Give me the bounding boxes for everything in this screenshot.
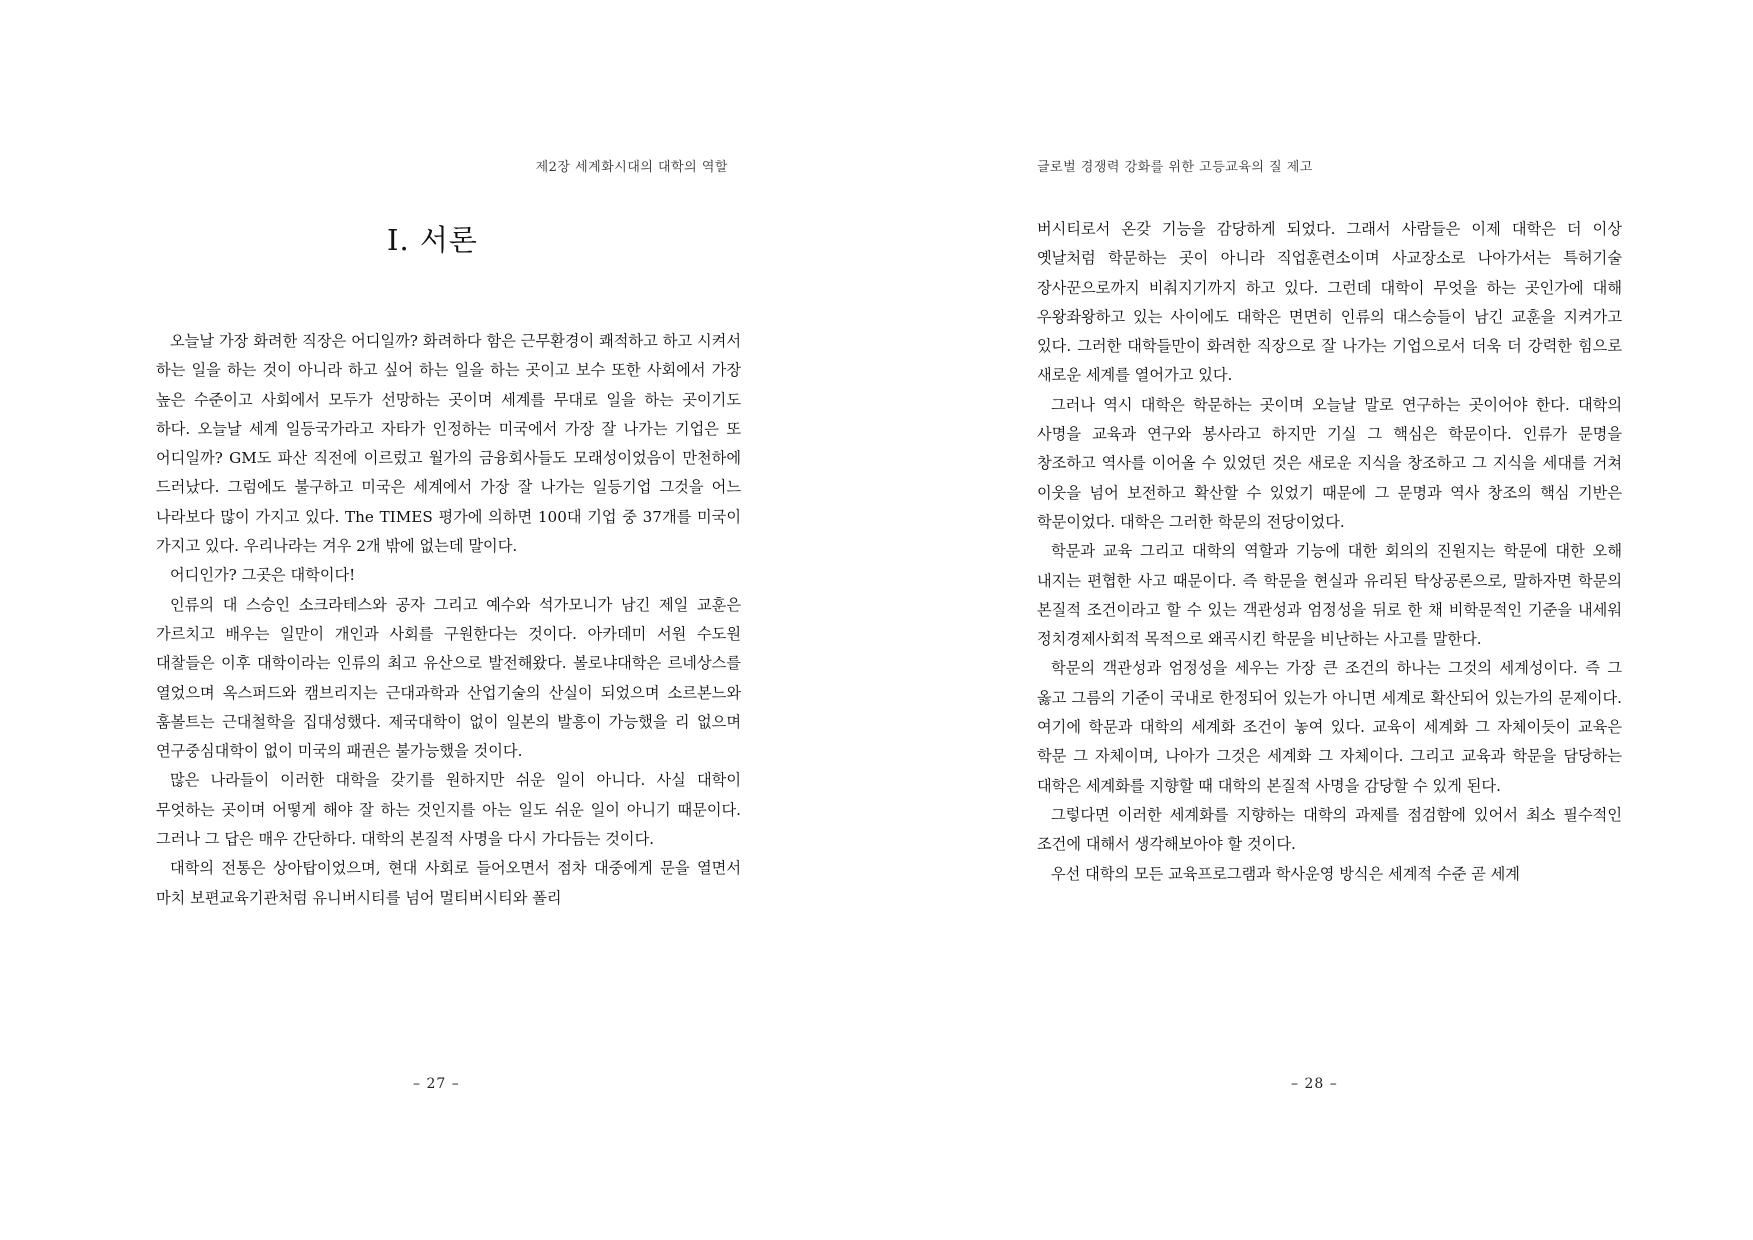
page-number-right: – 28 – [1291, 1076, 1338, 1092]
paragraph: 인류의 대 스승인 소크라테스와 공자 그리고 예수와 석가모니가 남긴 제일 교훈은 가르치고 배우는 일만이 개인과 사회를 구원한다는 것이다. 아카데미 서원 수도원 대찰들은 이후 대학이라는 인류의 최고 유산으로 발전해왔다. 볼로냐대학은 르네상스를 열었으며 옥스퍼드와 캠브리지는 근대과학과 산업기술의 산실이 되었으며 소르본느와 훔볼트는 근대철학을 집대성했다. 제국대학이 없이 일본의 발흥이 가능했을 리 없으며 연구중심대학이 없이 미국의 패권은 불가능했을 것이다. [156, 595, 741, 761]
running-head-right: 글로벌 경쟁력 강화를 위한 고등교육의 질 제고 [1037, 160, 1313, 175]
paragraph: 학문과 교육 그리고 대학의 역할과 기능에 대한 회의의 진원지는 학문에 대한 오해 내지는 편협한 사고 때문이다. 즉 학문을 현실과 유리된 탁상공론으로, 말하자면 학문의 본질적 조건이라고 할 수 있는 객관성과 엄정성을 뒤로 한 채 비학문적인 기준을 내세워 정치경제사회적 목적으로 왜곡시킨 학문을 비난하는 사고를 말한다. [1037, 542, 1622, 649]
chapter-title: Ⅰ. 서론 [387, 223, 478, 257]
left-body-text [156, 327, 741, 913]
page-number-left: – 27 – [413, 1076, 460, 1092]
paragraph: 학문의 객관성과 엄정성을 세우는 가장 큰 조건의 하나는 그것의 세계성이다. 즉 그 옳고 그름의 기준이 국내로 한정되어 있는가 아니면 세계로 확산되어 있는가의 문제이다. 여기에 학문과 대학의 세계화 조건이 놓여 있다. 교육이 세계화 그 자체이듯이 교육은 학문 그 자체이며, 나아가 그것은 세계화 그 자체이다. 그리고 교육과 학문을 담당하는 대학은 세계화를 지향할 때 대학의 본질적 사명을 감당할 수 있게 된다. [1037, 659, 1622, 795]
left-page [0, 0, 876, 1240]
paragraph-continuation: 버시티로서 온갖 기능을 감당하게 되었다. 그래서 사람들은 이제 대학은 더 이상 옛날처럼 학문하는 곳이 아니라 직업훈련소이며 사교장소로 나아가서는 특허기술 장사꾼으로까지 비춰지기까지 하고 있다. 그런데 대학이 무엇을 하는 곳인가에 대해 우왕좌왕하고 있는 사이에도 대학은 면면히 인류의 대스승들이 남긴 교훈을 지켜가고 있다. 그러한 대학들만이 화려한 직장으로 잘 나가는 기업으로서 더욱 더 강력한 힘으로 새로운 세계를 열어가고 있다. [1037, 220, 1622, 385]
paragraph: 어디인가? 그곳은 대학이다! [170, 566, 356, 585]
paragraph: 그러나 역시 대학은 학문하는 곳이며 오늘날 말로 연구하는 곳이어야 한다. 대학의 사명을 교육과 연구와 봉사라고 하지만 기실 그 핵심은 학문이다. 인류가 문명을 창조하고 역사를 이어올 수 있었던 것은 새로운 지식을 창조하고 그 지식을 세대를 거쳐 이웃을 넘어 보전하고 확산할 수 있었기 때문에 그 문명과 역사 창조의 핵심 기반은 학문이었다. 대학은 그러한 학문의 전당이었다. [1037, 395, 1622, 531]
right-page [877, 0, 1753, 1240]
paragraph: 오늘날 가장 화려한 직장은 어디일까? 화려하다 함은 근무환경이 쾌적하고 하고 시켜서 하는 일을 하는 것이 아니라 하고 싶어 하는 일을 하는 곳이고 보수 또한 사회에서 가장 높은 수준이고 사회에서 모두가 선망하는 곳이며 세계를 무대로 일을 하는 곳이기도 하다. 오늘날 세계 일등국가라고 자타가 인정하는 미국에서 가장 잘 나가는 기업은 또 어디일까? GM도 파산 직전에 이르렀고 월가의 금융회사들도 모래성이었음이 만천하에 드러났다. 그럼에도 불구하고 미국은 세계에서 가장 잘 나가는 일등기업 그것을 어느 나라보다 많이 가지고 있다. The TIMES 평가에 의하면 100대 기업 중 37개를 미국이 가지고 있다. 우리나라는 겨우 2개 밖에 없는데 말이다. [156, 332, 741, 556]
right-body-text [1037, 215, 1622, 889]
paragraph: 대학의 전통은 상아탑이었으며, 현대 사회로 들어오면서 점차 대중에게 문을 열면서 마치 보편교육기관처럼 유니버시티를 넘어 멀티버시티와 폴리 [156, 859, 741, 907]
paragraph: 많은 나라들이 이러한 대학을 갖기를 원하지만 쉬운 일이 아니다. 사실 대학이 무엇하는 곳이며 어떻게 해야 잘 하는 것인지를 아는 일도 쉬운 일이 아니기 때문이다. 그러나 그 답은 매우 간단하다. 대학의 본질적 사명을 다시 가다듬는 것이다. [156, 771, 741, 849]
running-head-left: 제2장 세계화시대의 대학의 역할 [535, 160, 728, 175]
paragraph: 우선 대학의 모든 교육프로그램과 학사운영 방식은 세계적 수준 곧 세계 [1051, 864, 1520, 883]
paragraph: 그렇다면 이러한 세계화를 지향하는 대학의 과제를 점검함에 있어서 최소 필수적인 조건에 대해서 생각해보아야 할 것이다. [1037, 805, 1622, 854]
